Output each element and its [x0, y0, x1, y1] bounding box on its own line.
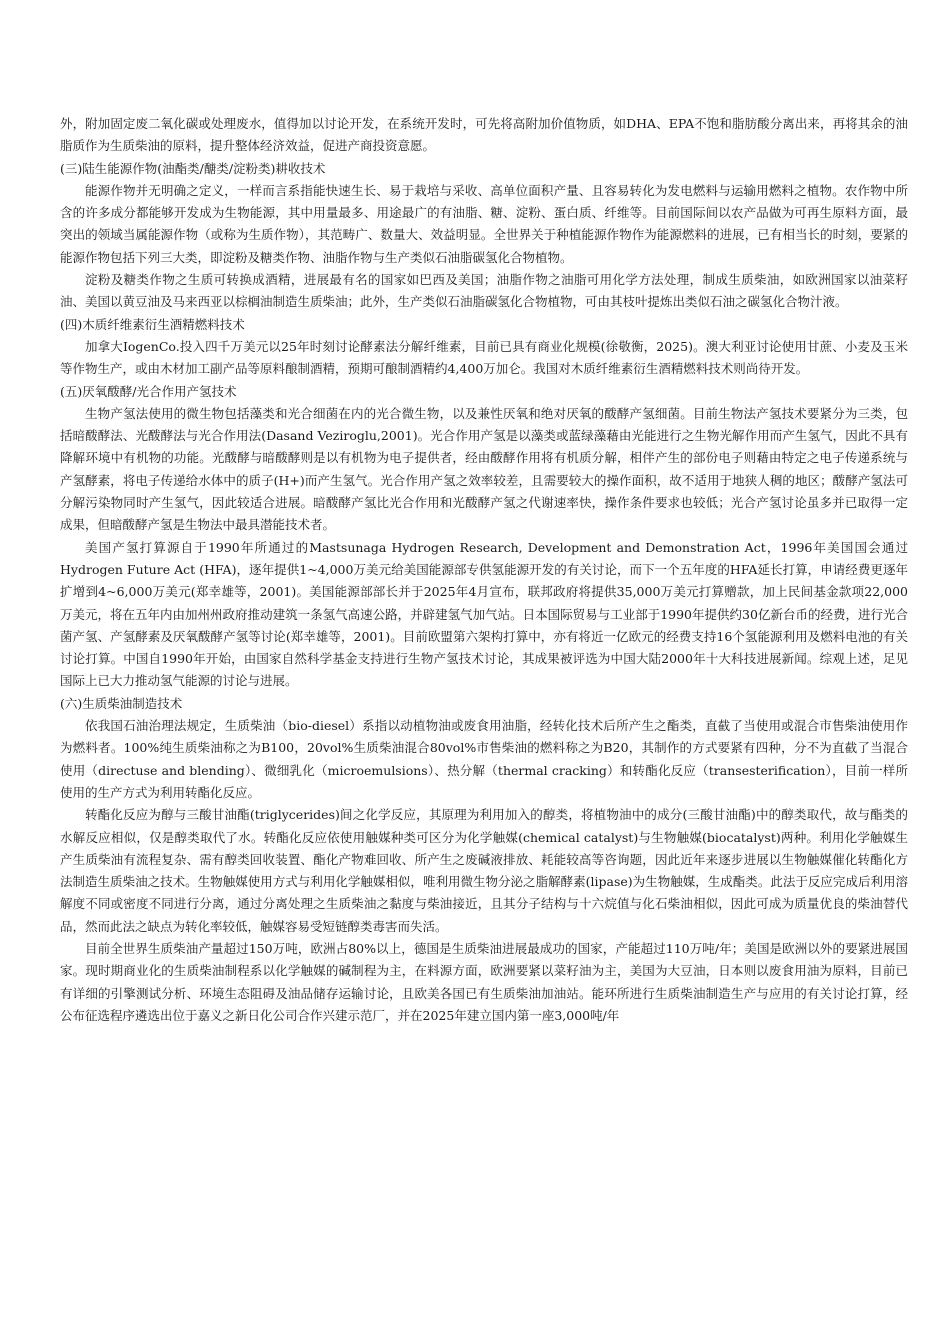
paragraph-hydrogen-programs: 美国产氢打算源自于1990年所通过的Mastsunaga Hydrogen Research, Development and Demonstration Act，1996年美国国会通过Hydrogen Future Act (HFA)，逐年提供1~4,000万美元给美国能源部专供氢能源开发的有关讨论，而下一个五年度的HFA延长打算，申请经费更逐年扩增到4~6,000万美元(郑幸雄等，2001)。美国能源部部长并于2025年4月宣布，联邦政府将提供35,000万美元打算赠款，加上民间基金款项22,000万美元，将在五年内由加州州政府推动建筑一条氢气高速公路，并辟建氢气加气站。日本国际贸易与工业部于1990年提供约30亿新台币的经费，进行光合菌产氢、产氢酵素及厌氧酦酵产氢等讨论(郑幸雄等，2001)。目前欧盟第六架构打算中，亦有将近一亿欧元的经费支持16个氢能源利用及燃料电池的有关讨论打算。中国自1990年开始，由国家自然科学基金支持进行生物产氢技术讨论，其成果被评选为中国大陆2000年十大科技进展新闻。综观上述，足见国际上已大力推动氢气能源的讨论与进展。: [60, 539, 908, 689]
section-heading-4: (四)木质纤维素衍生酒精燃料技术: [60, 316, 245, 332]
paragraph-bio-hydrogen-methods: 生物产氢法使用的微生物包括藻类和光合细菌在内的光合微生物，以及兼性厌氧和绝对厌氧的酦酵产氢细菌。目前生物法产氢技术要紧分为三类，包括暗酦酵法、光酦酵法与光合作用法(Dasand Veziroglu,2001)。光合作用产氢是以藻类或蓝绿藻藉由光能进行之生物光解作用而产生氢气，因此不具有降解环境中有机物的功能。光酦酵与暗酦酵则是以有机物为电子提供者，经由酦酵作用将有机质分解，相伴产生的部份电子则藉由特定之电子传递系统与产氢酵素，将电子传递给水体中的质子(H+)而产生氢气。光合作用产氢之效率较差，且需要较大的操作面积，故不适用于地狭人稠的地区；酦酵产氢法可分解污染物同时产生氢气，因此较适合进展。暗酦酵产氢比光合作用和光酦酵产氢之代谢速率快，操作条件要求也较低；光合产氢讨论虽多并已取得一定成果，但暗酦酵产氢是生物法中最具潜能技术者。: [60, 405, 908, 533]
section-heading-5: (五)厌氧酦酵/光合作用产氢技术: [60, 383, 237, 399]
paragraph-continuation: 外，附加固定废二氧化碳或处理废水，值得加以讨论开发，在系统开发时，可先将高附加价值物质，如DHA、EPA不饱和脂肪酸分离出来，再将其余的油脂质作为生质柴油的原料，提升整体经济效益，促进产商投资意愿。: [60, 116, 908, 154]
paragraph-lignocellulose-ethanol: 加拿大IogenCo.投入四千万美元以25年时刻讨论酵素法分解纤维素，目前已具有商业化规模(徐敬衡，2025)。澳大利亚讨论使用甘蔗、小麦及玉米等作物生产，或由木材加工副产品等原料酿制酒精，预期可酿制酒精约4,400万加仑。我国对木质纤维素衍生酒精燃料技术则尚待开发。: [60, 338, 908, 377]
paragraph-transesterification: 转酯化反应为醇与三酸甘油酯(triglycerides)间之化学反应，其原理为利用加入的醇类，将植物油中的成分(三酸甘油酯)中的醇类取代，故与酯类的水解反应相似，仅是醇类取代了水。转酯化反应依使用触媒种类可区分为化学触媒(chemical catalyst)与生物触媒(biocatalyst)两种。利用化学触媒生产生质柴油有流程复杂、需有醇类回收装置、酯化产物难回收、所产生之废碱液排放、耗能较高等咨询题，因此近年来逐步进展以生物触媒催化转酯化方法制造生质柴油之技术。生物触媒使用方式与利用化学触媒相似，唯利用微生物分泌之脂解酵素(lipase)为生物触媒，生成酯类。此法于反应完成后利用溶解度不同或密度不同进行分离，通过分离处理之生质柴油之黏度与柴油接近，且其分子结构与十六烷值与化石柴油相似，因此可成为质量优良的柴油替代品，然而此法之缺点为转化率较低，触媒容易受短链醇类毒害而失活。: [60, 807, 908, 934]
paragraph-starch-sugar-crops: 淀粉及糖类作物之生质可转换成酒精，进展最有名的国家如巴西及美国；油脂作物之油脂可用化学方法处理，制成生质柴油，如欧洲国家以油菜籽油、美国以黄豆油及马来西亚以棕榈油制造生质柴油；此外，生产类似石油脂碳氢化合物植物，可由其枝叶提炼出类似石油之碳氢化合物汁液。: [60, 272, 908, 310]
section-heading-3: (三)陆生能源作物(油酯类/醣类/淀粉类)耕收技术: [60, 160, 326, 176]
paragraph-biodiesel-production: 目前全世界生质柴油产量超过150万吨，欧洲占80%以上，德国是生质柴油进展最成功的国家，产能超过110万吨/年；美国是欧洲以外的要紧进展国家。现时期商业化的生质柴油制程系以化学触媒的碱制程为主，在料源方面，欧洲要紧以菜籽油为主，美国为大豆油，日本则以废食用油为原料，目前已有详细的引擎测试分析、环境生态阻碍及油品储存运输讨论，且欧美各国已有生质柴油加油站。能环所进行生质柴油制造生产与应用的有关讨论打算，经公布征选程序遴选出位于嘉义之新日化公司合作兴建示范厂，并在2025年建立国内第一座3,000吨/年: [60, 940, 908, 1023]
section-heading-6: (六)生质柴油制造技术: [60, 695, 183, 711]
document-body: [60, 113, 908, 1027]
paragraph-biodiesel-definition: 依我国石油治理法规定，生质柴油（bio-diesel）系指以动植物油或废食用油脂，经转化技术后所产生之酯类，直截了当使用或混合市售柴油使用作为燃料者。100%纯生质柴油称之为B100，20vol%生质柴油混合80vol%市售柴油的燃料称之为B20，其制作的方式要紧有四种，分不为直截了当混合使用（directuse and blending）、微细乳化（microemulsions）、热分解（thermal cracking）和转酯化反应（transesterification），目前一样所使用的生产方式为利用转酯化反应。: [60, 718, 908, 800]
paragraph-energy-crops-definition: 能源作物并无明确之定义，一样而言系指能快速生长、易于栽培与采收、高单位面积产量、且容易转化为发电燃料与运输用燃料之植物。农作物中所含的许多成分都能够开发成为生物能源，其中用量最多、用途最广的有油脂、糖、淀粉、蛋白质、纤维等。目前国际间以农产品做为可再生原料方面，最突出的领域当属能源作物（或称为生质作物），其范畴广、数量大、效益明显。全世界关于种植能源作物作为能源燃料的进展，已有相当长的时刻，要紧的能源作物包括下列三大类，即淀粉及糖类作物、油脂作物与生产类似石油脂碳氢化合物植物。: [60, 182, 908, 265]
